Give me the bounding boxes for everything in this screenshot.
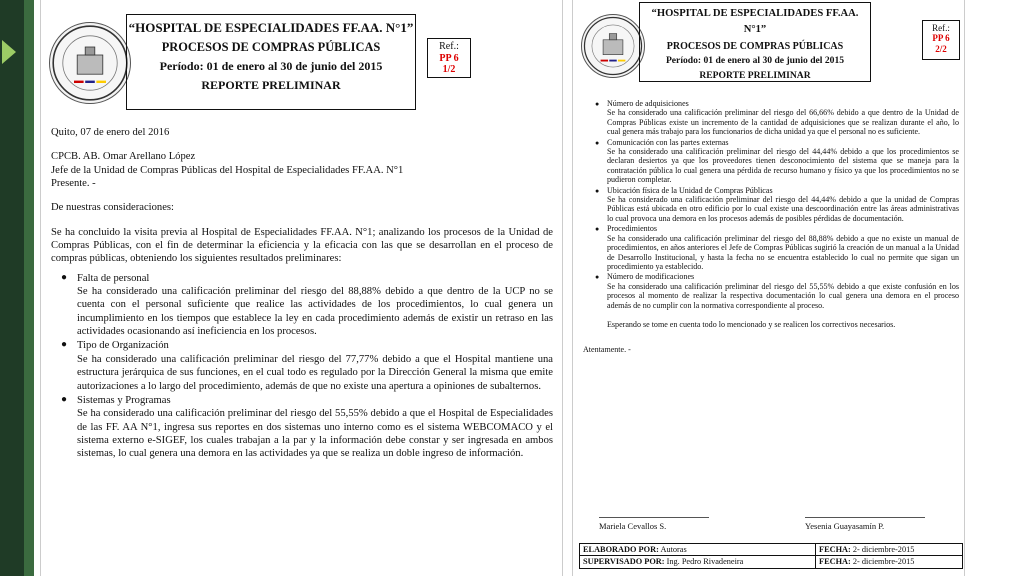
ref-label: Ref.: [932, 23, 950, 33]
fecha-value: 2- diciembre-2015 [852, 545, 915, 554]
finding-title: Falta de personal [77, 272, 150, 284]
recipient-name: CPCB. AB. Omar Arellano López [51, 151, 196, 163]
bullet-icon: ● [595, 100, 600, 108]
finding-item [583, 224, 959, 271]
footer-cell [816, 556, 962, 568]
finding-title: Tipo de Organización [77, 340, 169, 352]
letter-body [51, 126, 553, 461]
report-title: REPORTE PRELIMINAR [201, 77, 341, 92]
bullet-icon: ● [595, 225, 600, 234]
finding-item [51, 272, 553, 339]
bullet-icon: ● [595, 138, 600, 147]
finding-item [51, 394, 553, 461]
finding-title: Número de modificaciones [607, 272, 695, 282]
footer-row-elaborado [580, 544, 962, 556]
signer-1: Mariela Cevallos S. [599, 521, 667, 531]
finding-item [583, 138, 959, 185]
report-period: Período: 01 de enero al 30 de junio del 2015 [665, 55, 845, 67]
finding-item [583, 272, 959, 310]
bullet-icon: ● [595, 273, 600, 282]
footer-cell [816, 544, 962, 555]
ref-label: Ref.: [439, 41, 459, 52]
report-header [639, 2, 871, 82]
report-title: REPORTE PRELIMINAR [699, 70, 811, 82]
hospital-name: “HOSPITAL DE ESPECIALIDADES FF.AA. N°1” [651, 8, 859, 36]
hospital-logo [49, 22, 131, 104]
finding-text: Se ha considerado una calificación preliminar del riesgo del 44,44% debido a que los procedimientos se declaran desiertos ya que los proveedores tienen desconocimiento del sistema que se maneja para la contratación pública lo cual genera una pérdida de recurso humano y físico ya que los procedimientos no se pudieron completar. [607, 147, 959, 185]
slide-arrow-icon [2, 40, 16, 64]
fecha-label: FECHA: [819, 557, 851, 566]
bullet-icon: ● [61, 393, 68, 405]
reference-box [922, 20, 960, 60]
bullet-icon: ● [595, 186, 600, 195]
finding-text: Se ha considerado una calificación preliminar del riesgo del 44,44% debido a que la unidad de Compras Públicas está ubicada en otro edificio por lo cual existe una descoordinación entre las áreas administrativas lo cual provoca una demora en los procesos además de posibles pérdidas de documentación. [607, 195, 959, 223]
bullet-icon: ● [61, 339, 68, 351]
ref-code: PP 6 [932, 33, 950, 44]
report-header [126, 14, 416, 110]
recipient-title: Jefe de la Unidad de Compras Públicas del Hospital de Especialidades FF.AA. N°1 [51, 164, 404, 176]
hospital-logo [581, 14, 645, 78]
finding-text: Se ha considerado una calificación preliminar del riesgo del 66,66% debido a que dentro de la Unidad de Compras Públicas existe un incremento de la cantidad de adquisiciones que se realizan durante el año, lo cual genera más trabajo para los funcionarios de dicha unidad ya que el personal no es suficiente. [607, 108, 959, 137]
report-period: Período: 01 de enero al 30 de junio del 2015 [159, 59, 383, 74]
report-page-2 [572, 0, 965, 576]
footer-row-supervisado [580, 556, 962, 568]
fecha-value: 2- diciembre-2015 [852, 557, 915, 566]
closing-paragraph: Esperando se tome en cuenta todo lo mencionado y se realicen los correctivos necesarios. [607, 319, 896, 329]
fecha-label: FECHA: [819, 545, 851, 554]
process-name: PROCESOS DE COMPRAS PÚBLICAS [161, 40, 381, 55]
finding-title: Número de adquisiciones [607, 99, 689, 108]
elaborado-label: ELABORADO POR: [583, 545, 659, 554]
finding-item [583, 99, 959, 137]
hospital-name: “HOSPITAL DE ESPECIALIDADES FF.AA. N°1” [128, 20, 414, 35]
signature-line [805, 517, 925, 518]
intro-paragraph: Se ha concluido la visita previa al Hospital de Especialidades FF.AA. N°1; analizando los procesos de la Unidad de Compras Públicas, con el fin de determinar la eficiencia y la eficacia con las que se desarrollan en el proceso de compras públicas, obteniendo los siguientes resultados preliminares: [51, 226, 553, 265]
supervisado-label: SUPERVISADO POR: [583, 557, 665, 566]
signature-line [599, 517, 709, 518]
slide-decoration-bar [0, 0, 24, 576]
supervisado-value: Ing. Pedro Rivadeneira [666, 557, 744, 566]
finding-title: Procedimientos [607, 224, 658, 234]
finding-text: Se ha considerado una calificación preliminar del riesgo del 55,55% debido a que existe confusión en los procesos al momento de realizar la respectiva documentación lo cual genera una demora en el proceso además de no cumplir con la normativa correspondiente al proceso. [607, 281, 959, 310]
slide-decoration-stripe [24, 0, 34, 576]
report-page-1 [40, 0, 563, 576]
ref-page: 1/2 [442, 64, 456, 75]
finding-title: Ubicación física de la Unidad de Compras Públicas [607, 185, 773, 195]
ref-page: 2/2 [935, 43, 947, 54]
reference-box [427, 38, 471, 78]
finding-text: Se ha considerado una calificación preliminar del riesgo del 55,55% debido a que el Hospital de Especialidades de las FF. AA N°1, ingresa sus reportes en dos sistemas uno interno como es el sistema WEBCOMACO y el sistema externo e-SIGEF, los cuales trabajan a la par y la información debe constar y ser ingresada en ambos sistemas, lo cual genera una demora en las actividades ya que se realiza un doble ingreso de información. [77, 408, 553, 460]
letter-date: Quito, 07 de enero del 2016 [51, 127, 170, 138]
finding-item [51, 339, 553, 392]
footer-cell [580, 544, 816, 555]
finding-text: Se ha considerado una calificación preliminar del riesgo del 77,77% debido a que el Hospital mantiene una estructura jerárquica de sus funciones, en el cual todo es regulado por la Dirección General la misma que emite autorizaciones a lo largo del procedimiento, además de que no existe una apertura a opiniones de subalternos. [77, 353, 553, 392]
finding-title: Comunicación con las partes externas [607, 137, 729, 147]
ref-code: PP 6 [439, 52, 459, 64]
finding-text: Se ha considerado una calificación preliminar del riesgo del 88,88% debido a que dentro de la UCP no se cuenta con el personal suficiente que realice las actividades de los procedimientos, lo cual genera un incumplimiento en los tiempos que establece la ley en cada procedimiento además de existir un retraso en las actividades ocasionando así ineficiencia en los procesos. [77, 286, 553, 338]
farewell: Atentamente. - [583, 345, 631, 355]
bullet-icon: ● [61, 271, 68, 283]
finding-title: Sistemas y Programas [77, 394, 171, 406]
signer-2: Yesenia Guayasamín P. [805, 521, 885, 531]
presente: Presente. - [51, 178, 96, 190]
elaborado-value: Autoras [660, 545, 687, 554]
finding-item [583, 186, 959, 224]
footer-cell [580, 556, 816, 568]
approval-footer [579, 543, 963, 569]
letter-body [583, 98, 959, 355]
process-name: PROCESOS DE COMPRAS PÚBLICAS [666, 40, 844, 52]
greeting: De nuestras consideraciones: [51, 202, 174, 214]
finding-text: Se ha considerado una calificación preliminar del riesgo del 88,88% debido a que no existe un manual de procedimientos, en años anteriores el Jefe de Compras Públicas sugirió la creación de un manual a la Unidad de Desarrollo Institucional, y hasta la fecha no se encuentra establecido lo cual no permite que sigan un procedimiento ya establecido. [607, 233, 959, 271]
